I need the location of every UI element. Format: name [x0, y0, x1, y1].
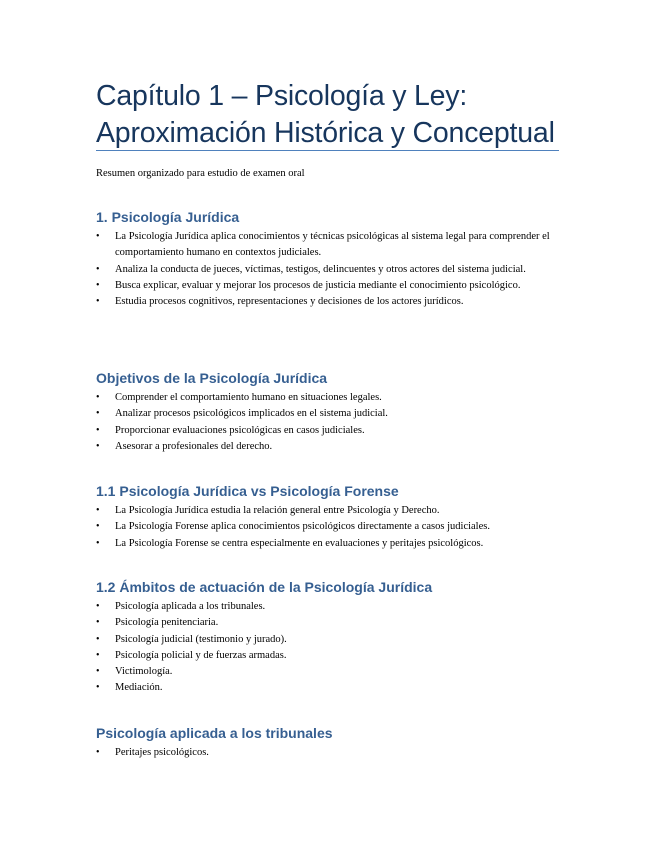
- bullet-icon: •: [96, 747, 100, 758]
- section-objetivos: [96, 369, 566, 455]
- document-title: [96, 78, 566, 152]
- bullet-icon: •: [96, 392, 100, 403]
- bullet-list: [96, 745, 566, 761]
- list-item-text: Victimología.: [115, 666, 173, 678]
- section-juridica-vs-forense: [96, 482, 566, 552]
- list-item-text: La Psicología Jurídica aplica conocimientos y técnicas psicológicas al sistema legal para comprender el comportamiento humano en contextos judiciales.: [115, 231, 550, 259]
- list-item: [96, 664, 566, 680]
- section-heading: Objetivos de la Psicología Jurídica: [96, 370, 328, 386]
- list-item-text: Psicología judicial (testimonio y jurado).: [115, 633, 287, 645]
- list-item-text: Psicología policial y de fuerzas armadas.: [115, 649, 287, 661]
- list-item-text: Proporcionar evaluaciones psicológicas en casos judiciales.: [115, 424, 365, 436]
- bullet-icon: •: [96, 666, 100, 678]
- list-item: [96, 262, 566, 278]
- document-subtitle: Resumen organizado para estudio de examen oral: [96, 168, 305, 179]
- list-item: [96, 680, 566, 696]
- section-psicologia-juridica: [96, 208, 566, 310]
- list-item: [96, 439, 566, 455]
- bullet-list: [96, 599, 566, 697]
- list-item: [96, 536, 566, 552]
- bullet-icon: •: [96, 537, 100, 549]
- list-item-text: Psicología penitenciaria.: [115, 617, 219, 629]
- bullet-icon: •: [96, 649, 100, 661]
- bullet-icon: •: [96, 296, 100, 308]
- list-item: [96, 632, 566, 648]
- list-item: [96, 294, 566, 310]
- list-item: [96, 615, 566, 631]
- bullet-icon: •: [96, 440, 100, 452]
- bullet-list: [96, 229, 566, 310]
- list-item-text: Analizar procesos psicológicos implicados en el sistema judicial.: [115, 408, 388, 420]
- bullet-list: [96, 503, 566, 552]
- list-item: [96, 390, 566, 406]
- section-heading: Psicología aplicada a los tribunales: [96, 725, 333, 741]
- section-heading: 1.1 Psicología Jurídica vs Psicología Forense: [96, 483, 399, 499]
- list-item-text: Peritajes psicológicos.: [115, 747, 209, 758]
- bullet-icon: •: [96, 521, 100, 533]
- list-item-text: La Psicología Jurídica estudia la relación general entre Psicología y Derecho.: [115, 505, 440, 516]
- title-underline: [96, 150, 559, 151]
- section-tribunales: [96, 724, 566, 761]
- list-item-text: Mediación.: [115, 682, 163, 694]
- bullet-icon: •: [96, 424, 100, 436]
- list-item: [96, 229, 566, 262]
- bullet-icon: •: [96, 505, 100, 516]
- bullet-icon: •: [96, 408, 100, 420]
- list-item-text: Busca explicar, evaluar y mejorar los procesos de justicia mediante el conocimiento psicológico.: [115, 279, 521, 291]
- list-item-text: La Psicología Forense se centra especialmente en evaluaciones y peritajes psicológicos.: [115, 537, 484, 549]
- list-item-text: La Psicología Forense aplica conocimientos psicológicos directamente a casos judiciales.: [115, 521, 490, 533]
- list-item: [96, 423, 566, 439]
- list-item-text: Estudia procesos cognitivos, representaciones y decisiones de los actores jurídicos.: [115, 296, 464, 308]
- bullet-icon: •: [96, 682, 100, 694]
- title-line-1: Capítulo 1 – Psicología y Ley:: [96, 80, 468, 112]
- list-item-text: Asesorar a profesionales del derecho.: [115, 440, 273, 452]
- list-item: [96, 503, 566, 519]
- bullet-icon: •: [96, 617, 100, 629]
- bullet-icon: •: [96, 231, 100, 242]
- list-item: [96, 519, 566, 535]
- bullet-icon: •: [96, 601, 100, 612]
- list-item-text: Analiza la conducta de jueces, víctimas, testigos, delincuentes y otros actores del sistema judicial.: [115, 263, 526, 275]
- list-item-text: Comprender el comportamiento humano en situaciones legales.: [115, 392, 382, 403]
- section-heading: 1. Psicología Jurídica: [96, 209, 240, 225]
- section-ambitos: [96, 578, 566, 697]
- list-item: [96, 278, 566, 294]
- section-heading: 1.2 Ámbitos de actuación de la Psicología Jurídica: [96, 579, 433, 595]
- title-line-2: Aproximación Histórica y Conceptual: [96, 117, 555, 149]
- list-item: [96, 599, 566, 615]
- bullet-icon: •: [96, 279, 100, 291]
- bullet-icon: •: [96, 633, 100, 645]
- list-item-text: Psicología aplicada a los tribunales.: [115, 601, 266, 612]
- list-item: [96, 745, 566, 761]
- list-item: [96, 406, 566, 422]
- list-item: [96, 648, 566, 664]
- bullet-list: [96, 390, 566, 455]
- bullet-icon: •: [96, 263, 100, 275]
